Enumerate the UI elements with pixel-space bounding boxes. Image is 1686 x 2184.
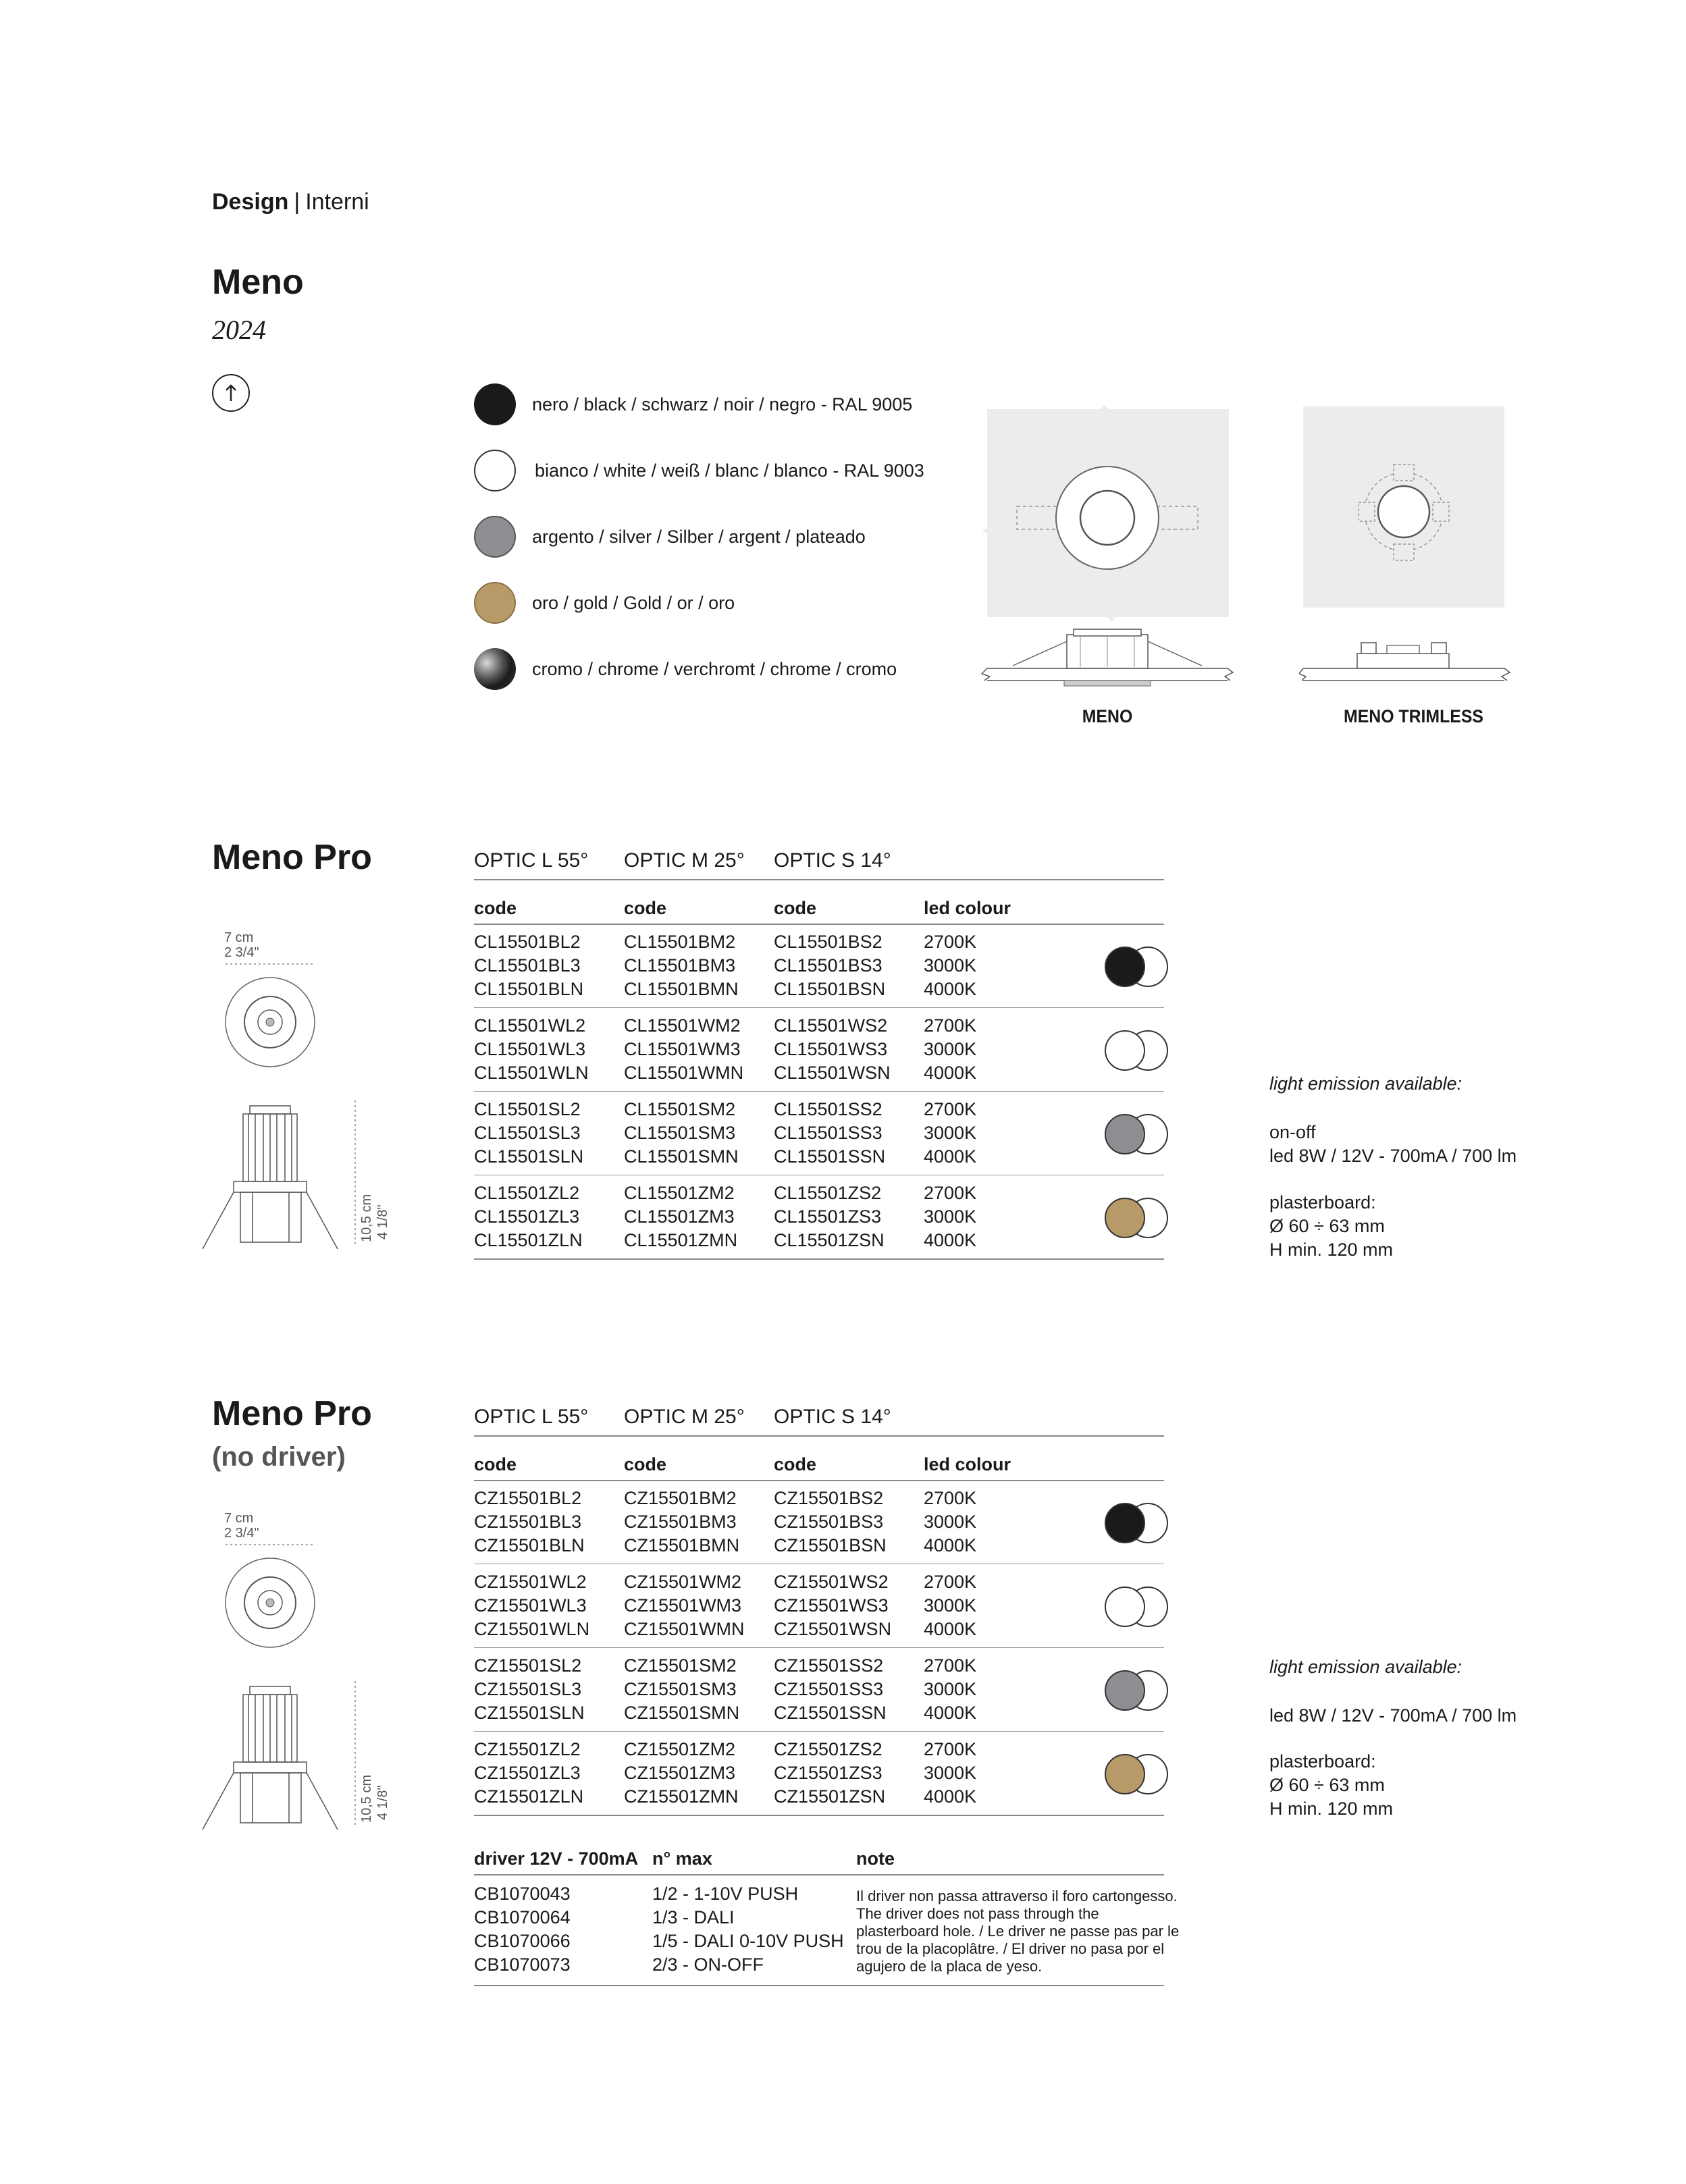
finish-label-black: nero / black / schwarz / noir / negro - RAL 9005 [532, 394, 913, 415]
s2-g3-optic-m: CZ15501SM2 CZ15501SM3 CZ15501SMN [624, 1655, 740, 1723]
s2-g3-led: 2700K 3000K 4000K [924, 1655, 977, 1723]
brand-separator: | [294, 189, 300, 215]
s1-g4-led: 2700K 3000K 4000K [924, 1183, 977, 1250]
s2-g2-led: 2700K 3000K 4000K [924, 1572, 977, 1639]
s1-g1-rule [474, 1007, 1164, 1008]
s1-luminaire-drawing [196, 959, 385, 1256]
finish-label-silver: argento / silver / Silber / argent / plateado [532, 527, 866, 547]
s2-g3-optic-s: CZ15501SS2 CZ15501SS3 CZ15501SSN [774, 1655, 887, 1723]
s1-dim-height-cm: 10,5 cm [359, 1194, 374, 1242]
s1-g2-rule [474, 1091, 1164, 1092]
s1-g4-finish-pair [1105, 1198, 1169, 1240]
s2-dim-width-cm: 7 cm [224, 1511, 254, 1526]
section2-optic-l: OPTIC L 55° [474, 1406, 589, 1428]
section1-header-code-l: code [474, 898, 517, 918]
s1-g2-led: 2700K 3000K 4000K [924, 1015, 977, 1083]
s1-dim-width-in: 2 3/4" [224, 945, 259, 960]
s1-g3-optic-s: CL15501SS2 CL15501SS3 CL15501SSN [774, 1099, 886, 1167]
s1-g2-optic-s: CL15501WS2 CL15501WS3 CL15501WSN [774, 1015, 891, 1083]
arrow-up-icon[interactable] [212, 374, 250, 412]
s2-note-heading: light emission available: [1269, 1657, 1463, 1677]
s1-g2-optic-m: CL15501WM2 CL15501WM3 CL15501WMN [624, 1015, 744, 1083]
section1-optic-m: OPTIC M 25° [624, 849, 745, 872]
section1-header-led: led colour [924, 898, 1011, 918]
product-year: 2024 [212, 315, 266, 345]
s1-g2-finish-pair [1105, 1030, 1169, 1072]
brand-design: Design [212, 189, 289, 215]
section1-header-code-s: code [774, 898, 817, 918]
finish-swatch-white [474, 450, 516, 491]
s1-g4-finish-swatch [1105, 1198, 1145, 1238]
driver-header-rule [474, 1874, 1164, 1875]
s2-g1-finish-pair [1105, 1503, 1169, 1545]
s2-g1-led: 2700K 3000K 4000K [924, 1488, 977, 1555]
s1-dim-height-in [375, 1204, 391, 1240]
s1-note-plaster: plasterboard: Ø 60 ÷ 63 mm H min. 120 mm [1269, 1192, 1394, 1260]
s1-g1-finish-swatch [1105, 947, 1145, 987]
section2-header-rule [474, 1480, 1164, 1481]
s2-bottom-rule [474, 1815, 1164, 1816]
product-title: Meno [212, 263, 304, 302]
s2-dim-width-in: 2 3/4" [224, 1526, 259, 1541]
s1-dim-width-cm: 7 cm [224, 930, 254, 945]
s2-g3-optic-l: CZ15501SL2 CZ15501SL3 CZ15501SLN [474, 1655, 585, 1723]
section2-header-code-l: code [474, 1454, 517, 1474]
s2-g4-optic-s: CZ15501ZS2 CZ15501ZS3 CZ15501ZSN [774, 1739, 886, 1807]
driver-codes: CB1070043 CB1070064 CB1070066 CB1070073 [474, 1884, 571, 1975]
finish-swatch-black [474, 383, 516, 425]
section2-optic-rule [474, 1435, 1164, 1437]
s1-g4-optic-m: CL15501ZM2 CL15501ZM3 CL15501ZMN [624, 1183, 738, 1250]
s2-g1-optic-s: CZ15501BS2 CZ15501BS3 CZ15501BSN [774, 1488, 887, 1555]
view-label-trimless: MENO TRIMLESS [1344, 706, 1484, 726]
s2-g2-optic-m: CZ15501WM2 CZ15501WM3 CZ15501WMN [624, 1572, 745, 1639]
s1-g4-optic-l: CL15501ZL2 CL15501ZL3 CL15501ZLN [474, 1183, 583, 1250]
s1-g4-optic-s: CL15501ZS2 CL15501ZS3 CL15501ZSN [774, 1183, 885, 1250]
s1-g3-optic-l: CL15501SL2 CL15501SL3 CL15501SLN [474, 1099, 584, 1167]
s2-g4-led: 2700K 3000K 4000K [924, 1739, 977, 1807]
s2-note-body: led 8W / 12V - 700mA / 700 lm [1269, 1705, 1517, 1726]
view-label-meno: MENO [1082, 706, 1133, 726]
s2-g2-optic-l: CZ15501WL2 CZ15501WL3 CZ15501WLN [474, 1572, 590, 1639]
section1-optic-l: OPTIC L 55° [474, 849, 589, 872]
s2-g4-optic-m: CZ15501ZM2 CZ15501ZM3 CZ15501ZMN [624, 1739, 739, 1807]
s1-g1-optic-s: CL15501BS2 CL15501BS3 CL15501BSN [774, 932, 886, 999]
brand-line [212, 189, 369, 215]
s2-g3-finish-pair [1105, 1670, 1169, 1712]
s1-g1-optic-l: CL15501BL2 CL15501BL3 CL15501BLN [474, 932, 584, 999]
section2-header-code-s: code [774, 1454, 817, 1474]
s1-g3-led: 2700K 3000K 4000K [924, 1099, 977, 1167]
s2-g2-finish-pair [1105, 1587, 1169, 1628]
s1-g3-finish-pair [1105, 1114, 1169, 1156]
driver-bottom-rule [474, 1985, 1164, 1986]
section2-optic-s: OPTIC S 14° [774, 1406, 891, 1428]
meno-view-drawing [972, 398, 1242, 689]
s2-dim-height-in-text: 4 1/8" [375, 1785, 390, 1820]
finish-label-white: bianco / white / weiß / blanc / blanco - RAL 9003 [535, 460, 924, 481]
s1-dim-height-in-text: 4 1/8" [375, 1204, 390, 1240]
section2-header-led: led colour [924, 1454, 1011, 1474]
finish-swatch-silver [474, 516, 516, 558]
s2-g3-rule [474, 1731, 1164, 1732]
driver-header-note: note [856, 1848, 895, 1869]
section2-header-code-m: code [624, 1454, 667, 1474]
s1-dim-height [359, 1194, 375, 1242]
driver-header-max: n° max [652, 1848, 712, 1869]
s1-bottom-rule [474, 1258, 1164, 1260]
s1-note-body: on-off led 8W / 12V - 700mA / 700 lm [1269, 1122, 1517, 1166]
finish-swatch-chrome [474, 648, 516, 690]
s2-note-plaster: plasterboard: Ø 60 ÷ 63 mm H min. 120 mm [1269, 1751, 1394, 1819]
s2-g4-optic-l: CZ15501ZL2 CZ15501ZL3 CZ15501ZLN [474, 1739, 584, 1807]
meno-trimless-view-drawing [1299, 398, 1519, 689]
driver-header-code: driver 12V - 700mA [474, 1848, 639, 1869]
s2-g1-optic-l: CZ15501BL2 CZ15501BL3 CZ15501BLN [474, 1488, 585, 1555]
s2-g2-rule [474, 1647, 1164, 1648]
section1-header-code-m: code [624, 898, 667, 918]
section1-optic-rule [474, 879, 1164, 880]
finish-swatch-gold [474, 582, 516, 624]
s2-dim-height [359, 1775, 375, 1823]
s1-g2-finish-swatch [1105, 1030, 1145, 1071]
section1-header-rule [474, 924, 1164, 925]
s1-note-heading: light emission available: [1269, 1073, 1463, 1094]
s1-g1-optic-m: CL15501BM2 CL15501BM3 CL15501BMN [624, 932, 739, 999]
s2-g4-finish-pair [1105, 1754, 1169, 1796]
s1-g1-finish-pair [1105, 947, 1169, 988]
s2-g4-finish-swatch [1105, 1754, 1145, 1794]
s2-dim-width [224, 1511, 259, 1541]
s1-g2-optic-l: CL15501WL2 CL15501WL3 CL15501WLN [474, 1015, 589, 1083]
s2-g1-optic-m: CZ15501BM2 CZ15501BM3 CZ15501BMN [624, 1488, 740, 1555]
s2-g2-optic-s: CZ15501WS2 CZ15501WS3 CZ15501WSN [774, 1572, 892, 1639]
s2-dim-height-cm: 10,5 cm [359, 1774, 374, 1823]
s2-luminaire-drawing [196, 1539, 385, 1836]
s2-g1-finish-swatch [1105, 1503, 1145, 1543]
section1-title: Meno Pro [212, 838, 372, 877]
driver-note: Il driver non passa attraverso il foro cartongesso. The driver does not pass through the plasterboard hole. / Le driver ne passe pas par le trou de la placoplâtre. / El driver no pasa por el agujero de la placa de yeso. [856, 1888, 1180, 1975]
s2-g2-finish-swatch [1105, 1587, 1145, 1627]
s1-g3-finish-swatch [1105, 1114, 1145, 1154]
section2-title: Meno Pro [212, 1394, 372, 1433]
section2-subtitle: (no driver) [212, 1442, 346, 1472]
s1-g1-led: 2700K 3000K 4000K [924, 932, 977, 999]
s2-g3-finish-swatch [1105, 1670, 1145, 1711]
finish-label-gold: oro / gold / Gold / or / oro [532, 593, 735, 613]
section1-optic-s: OPTIC S 14° [774, 849, 891, 872]
brand-interni: Interni [305, 189, 369, 215]
s1-g3-optic-m: CL15501SM2 CL15501SM3 CL15501SMN [624, 1099, 739, 1167]
finish-label-chrome: cromo / chrome / verchromt / chrome / cromo [532, 659, 897, 679]
s1-dim-width [224, 930, 259, 960]
section2-optic-m: OPTIC M 25° [624, 1406, 745, 1428]
driver-max: 1/2 - 1-10V PUSH 1/3 - DALI 1/5 - DALI 0-10V PUSH 2/3 - ON-OFF [652, 1884, 844, 1975]
s2-dim-height-in [375, 1785, 391, 1820]
